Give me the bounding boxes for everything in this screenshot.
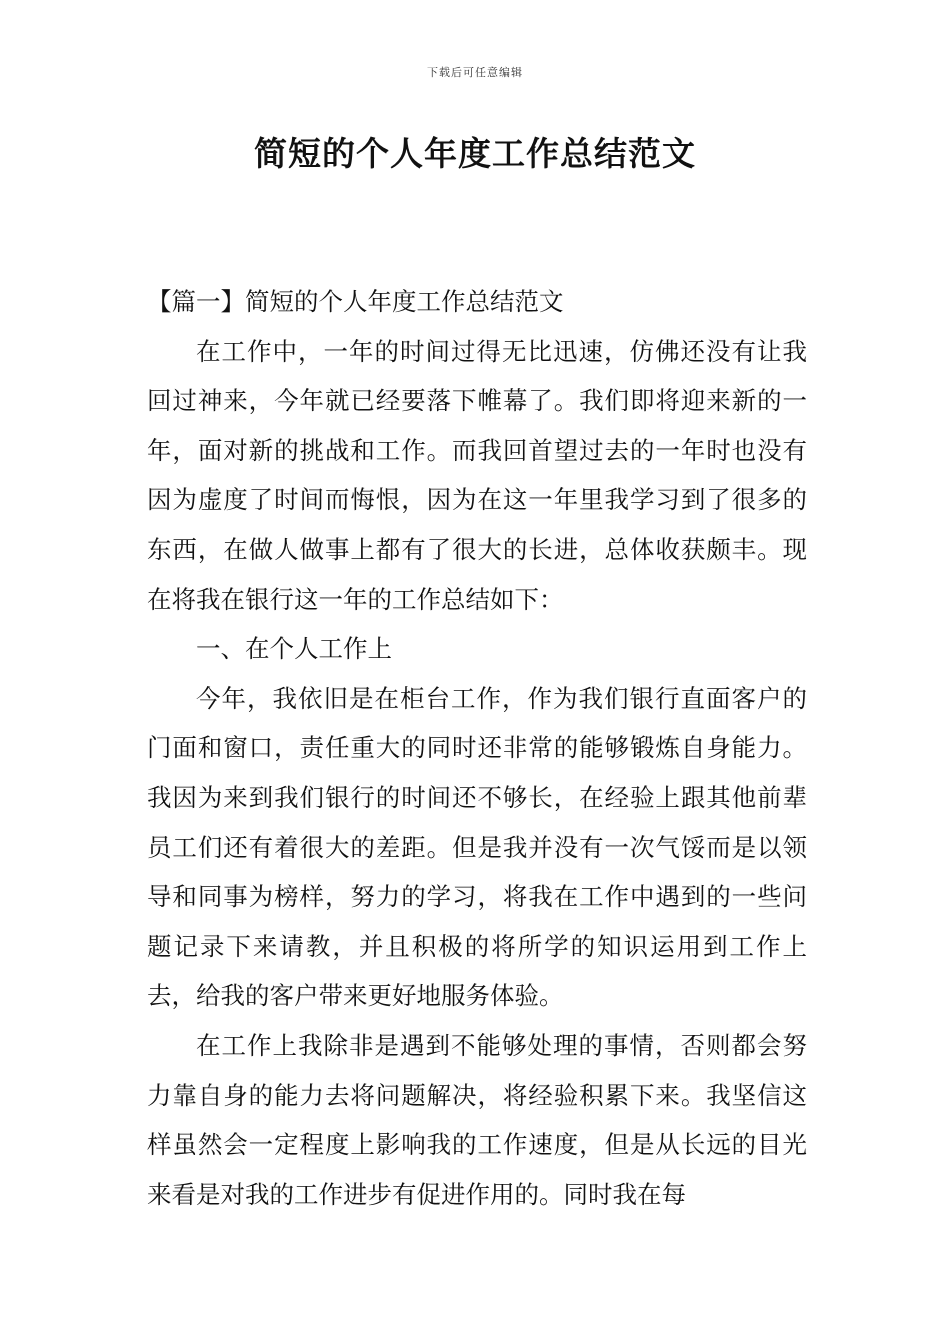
paragraph-counter-work: 今年，我依旧是在柜台工作，作为我们银行直面客户的门面和窗口，责任重大的同时还非常的能够锻炼自身能力。我因为来到我们银行的时间还不够长，在经验上跟其他前辈员工们还有着很大的差距。但是我并没有一次气馁而是以领导和同事为榜样，努力的学习，将我在工作中遇到的一些问题记录下来请教，并且积极的将所学的知识运用到工作上去，给我的客户带来更好地服务体验。 — [147, 683, 807, 1011]
paragraph-intro: 在工作中，一年的时间过得无比迅速，仿佛还没有让我回过神来，今年就已经要落下帷幕了。我们即将迎来新的一年，面对新的挑战和工作。而我回首望过去的一年时也没有因为虚度了时间而悔恨，因为在这一年里我学习到了很多的东西，在做人做事上都有了很大的长进，总体收获颇丰。现在将我在银行这一年的工作总结如下： — [147, 336, 807, 614]
header-note: 下载后可任意编辑 — [427, 66, 523, 79]
document-body — [147, 277, 807, 1219]
section-heading: 【篇一】简短的个人年度工作总结范文 — [147, 287, 564, 316]
document-title: 简短的个人年度工作总结范文 — [254, 134, 696, 173]
subheading-personal-work: 一、在个人工作上 — [196, 634, 392, 664]
paragraph-problem-solving: 在工作上我除非是遇到不能够处理的事情，否则都会努力靠自身的能力去将问题解决，将经验积累下来。我坚信这样虽然会一定程度上影响我的工作速度，但是从长远的目光来看是对我的工作进步有促进作用的。同时我在每 — [147, 1030, 807, 1209]
